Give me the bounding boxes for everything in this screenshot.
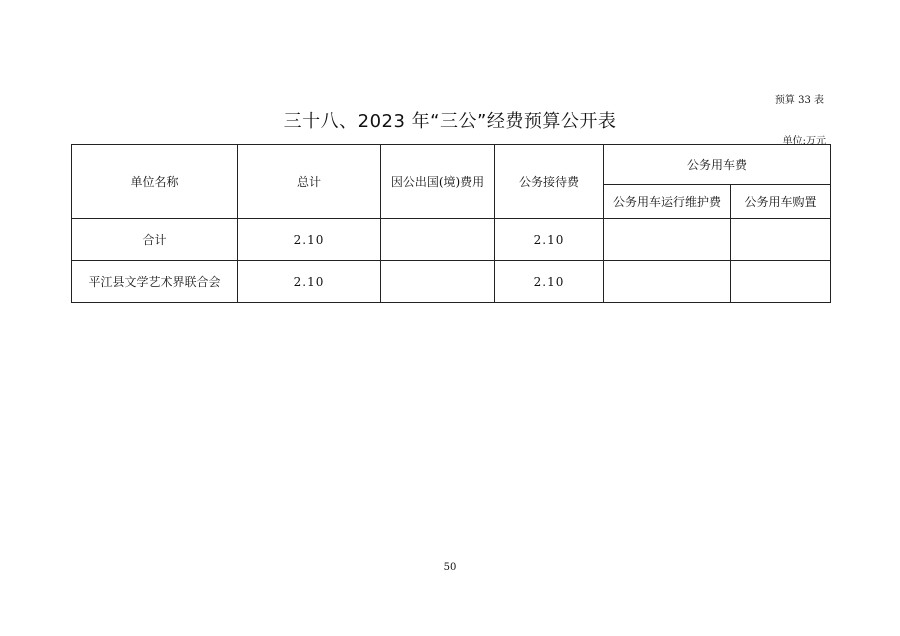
cell-vehicle-maintenance (604, 219, 731, 261)
cell-reception: 2.10 (495, 219, 604, 261)
header-vehicle-group: 公务用车费 (604, 145, 831, 185)
header-vehicle-maintenance: 公务用车运行维护费 (604, 185, 731, 219)
cell-vehicle-purchase (731, 261, 831, 303)
page-number: 50 (443, 562, 457, 573)
cell-overseas (381, 261, 495, 303)
header-overseas: 因公出国(境)费用 (381, 145, 495, 219)
budget-table (71, 144, 831, 303)
cell-vehicle-purchase (731, 219, 831, 261)
page-title: 三十八、2023 年“三公”经费预算公开表 (283, 111, 617, 132)
table-header-row (72, 145, 831, 185)
cell-unit-name: 平江县文学艺术界联合会 (72, 261, 238, 303)
cell-total: 2.10 (238, 219, 381, 261)
cell-vehicle-maintenance (604, 261, 731, 303)
cell-total: 2.10 (238, 261, 381, 303)
cell-unit-name: 合计 (72, 219, 238, 261)
table-row-total (72, 219, 831, 261)
unit-label: 单位:万元 (782, 136, 826, 147)
header-total: 总计 (238, 145, 381, 219)
table-row-unit (72, 261, 831, 303)
table-code-label: 预算 33 表 (774, 95, 824, 106)
header-unit-name: 单位名称 (72, 145, 238, 219)
header-reception: 公务接待费 (495, 145, 604, 219)
cell-reception: 2.10 (495, 261, 604, 303)
header-vehicle-purchase: 公务用车购置 (731, 185, 831, 219)
cell-overseas (381, 219, 495, 261)
